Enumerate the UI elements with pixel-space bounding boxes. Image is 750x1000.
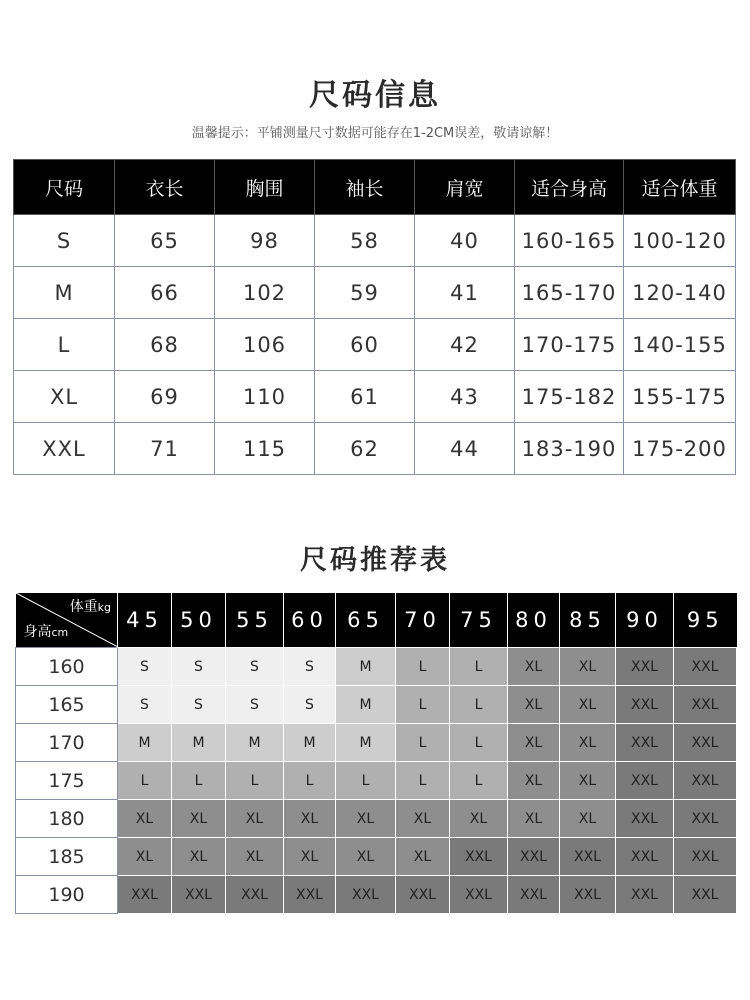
recommend-size-cell: XL	[226, 838, 284, 876]
recommend-size-cell: L	[336, 762, 396, 800]
recommend-title: 尺码推荐表	[300, 545, 450, 576]
size-header-cell: 袖长	[315, 160, 415, 215]
recommend-size-cell: M	[226, 724, 284, 762]
recommend-size-cell: L	[396, 724, 450, 762]
recommend-size-cell: S	[226, 648, 284, 686]
recommend-size-cell: L	[172, 762, 226, 800]
recommend-size-cell: XXL	[172, 876, 226, 914]
recommend-size-cell: XL	[508, 762, 560, 800]
weight-header-cell: 85	[560, 593, 616, 648]
size-cell: 59	[315, 267, 415, 319]
recommend-size-cell: S	[118, 686, 172, 724]
recommend-size-cell: XXL	[616, 800, 674, 838]
size-cell: 98	[215, 215, 315, 267]
height-cell: 185	[16, 838, 118, 876]
recommend-size-cell: XXL	[396, 876, 450, 914]
recommend-row	[16, 876, 737, 914]
recommend-size-cell: L	[450, 762, 508, 800]
height-cell: 160	[16, 648, 118, 686]
recommend-size-cell: XXL	[616, 762, 674, 800]
weight-header-cell: 65	[336, 593, 396, 648]
recommend-row	[16, 686, 737, 724]
size-row	[14, 319, 736, 371]
recommend-size-cell: L	[118, 762, 172, 800]
size-cell: 58	[315, 215, 415, 267]
height-cell: 165	[16, 686, 118, 724]
recommend-size-cell: XL	[508, 648, 560, 686]
recommend-size-cell: XXL	[674, 686, 737, 724]
recommend-size-cell: S	[284, 648, 336, 686]
recommend-size-cell: XL	[560, 724, 616, 762]
size-cell: 68	[115, 319, 215, 371]
size-header-cell: 适合身高	[515, 160, 624, 215]
recommend-size-cell: L	[450, 686, 508, 724]
recommend-size-cell: XL	[336, 800, 396, 838]
recommend-size-cell: XL	[560, 800, 616, 838]
recommend-size-cell: XXL	[508, 838, 560, 876]
weight-header-cell: 50	[172, 593, 226, 648]
size-cell: 165-170	[515, 267, 624, 319]
size-cell: XXL	[14, 423, 115, 475]
recommend-size-cell: XL	[118, 800, 172, 838]
size-row	[14, 371, 736, 423]
size-header-cell: 胸围	[215, 160, 315, 215]
recommend-size-cell: XL	[284, 800, 336, 838]
recommend-size-cell: XXL	[450, 838, 508, 876]
corner-weight-label: 体重kg	[69, 599, 111, 615]
size-cell: 42	[415, 319, 515, 371]
recommend-row	[16, 838, 737, 876]
measurement-tip: 温馨提示：平铺测量尺寸数据可能存在1-2CM误差，敬请谅解！	[191, 126, 559, 141]
recommend-size-cell: XXL	[616, 686, 674, 724]
size-cell: 40	[415, 215, 515, 267]
recommend-size-cell: XXL	[118, 876, 172, 914]
recommend-size-cell: L	[396, 648, 450, 686]
height-cell: 180	[16, 800, 118, 838]
recommend-size-cell: XL	[508, 800, 560, 838]
recommend-size-cell: S	[172, 648, 226, 686]
recommend-size-cell: XL	[172, 838, 226, 876]
size-cell: XL	[14, 371, 115, 423]
recommend-size-cell: XXL	[560, 838, 616, 876]
recommend-size-cell: XXL	[560, 876, 616, 914]
size-cell: 66	[115, 267, 215, 319]
size-cell: 102	[215, 267, 315, 319]
recommend-size-cell: S	[118, 648, 172, 686]
size-cell: 61	[315, 371, 415, 423]
weight-header-cell: 75	[450, 593, 508, 648]
size-cell: 60	[315, 319, 415, 371]
recommend-size-cell: XL	[336, 838, 396, 876]
recommend-size-cell: XL	[560, 762, 616, 800]
height-cell: 170	[16, 724, 118, 762]
recommend-size-cell: XL	[396, 800, 450, 838]
recommend-size-cell: M	[336, 724, 396, 762]
recommend-row	[16, 724, 737, 762]
size-cell: 120-140	[624, 267, 736, 319]
height-cell: 175	[16, 762, 118, 800]
recommend-size-cell: XXL	[616, 876, 674, 914]
corner-header-cell	[16, 593, 118, 648]
recommend-size-cell: XXL	[674, 648, 737, 686]
recommend-size-cell: XXL	[674, 876, 737, 914]
corner-height-label: 身高cm	[23, 624, 69, 640]
recommend-size-cell: XXL	[616, 838, 674, 876]
recommend-size-cell: XL	[560, 648, 616, 686]
weight-header-cell: 80	[508, 593, 560, 648]
weight-header-cell: 90	[616, 593, 674, 648]
size-cell: M	[14, 267, 115, 319]
recommend-size-cell: M	[118, 724, 172, 762]
recommend-size-cell: S	[226, 686, 284, 724]
size-cell: S	[14, 215, 115, 267]
size-header-cell: 肩宽	[415, 160, 515, 215]
recommend-size-cell: L	[226, 762, 284, 800]
recommend-size-cell: S	[172, 686, 226, 724]
size-cell: 106	[215, 319, 315, 371]
size-header-cell: 衣长	[115, 160, 215, 215]
size-cell: 69	[115, 371, 215, 423]
recommend-size-cell: M	[284, 724, 336, 762]
recommend-size-cell: XL	[226, 800, 284, 838]
size-cell: 71	[115, 423, 215, 475]
recommend-size-cell: S	[284, 686, 336, 724]
size-cell: 100-120	[624, 215, 736, 267]
recommend-size-cell: L	[396, 762, 450, 800]
size-cell: 160-165	[515, 215, 624, 267]
size-cell: 183-190	[515, 423, 624, 475]
recommend-size-cell: XL	[172, 800, 226, 838]
weight-header-cell: 70	[396, 593, 450, 648]
recommend-size-cell: XL	[560, 686, 616, 724]
size-cell: 65	[115, 215, 215, 267]
recommend-header-row	[16, 593, 737, 648]
size-info-title: 尺码信息	[309, 78, 441, 113]
weight-header-cell: 60	[284, 593, 336, 648]
size-cell: L	[14, 319, 115, 371]
recommend-size-cell: XXL	[674, 762, 737, 800]
recommend-size-cell: XXL	[336, 876, 396, 914]
recommend-row	[16, 800, 737, 838]
size-cell: 41	[415, 267, 515, 319]
recommend-size-cell: XXL	[616, 724, 674, 762]
recommend-size-cell: XXL	[450, 876, 508, 914]
recommend-size-cell: XXL	[674, 800, 737, 838]
recommend-size-cell: L	[450, 724, 508, 762]
size-cell: 175-182	[515, 371, 624, 423]
size-info-header-row	[14, 160, 736, 215]
recommend-size-cell: XL	[118, 838, 172, 876]
recommend-size-cell: XXL	[226, 876, 284, 914]
size-cell: 62	[315, 423, 415, 475]
recommend-size-cell: XL	[508, 686, 560, 724]
recommend-size-cell: XL	[396, 838, 450, 876]
size-cell: 44	[415, 423, 515, 475]
size-header-cell: 尺码	[14, 160, 115, 215]
size-header-cell: 适合体重	[624, 160, 736, 215]
recommend-size-cell: XL	[450, 800, 508, 838]
recommend-size-cell: XL	[284, 838, 336, 876]
size-cell: 140-155	[624, 319, 736, 371]
recommend-size-cell: L	[284, 762, 336, 800]
height-cell: 190	[16, 876, 118, 914]
recommend-row	[16, 762, 737, 800]
recommend-size-cell: XXL	[284, 876, 336, 914]
size-cell: 115	[215, 423, 315, 475]
weight-header-cell: 95	[674, 593, 737, 648]
size-cell: 175-200	[624, 423, 736, 475]
weight-header-cell: 45	[118, 593, 172, 648]
size-info-table	[13, 159, 736, 475]
size-row	[14, 423, 736, 475]
recommend-size-cell: L	[450, 648, 508, 686]
recommend-size-cell: XXL	[616, 648, 674, 686]
recommend-size-cell: M	[336, 686, 396, 724]
size-recommend-table	[15, 593, 737, 914]
recommend-size-cell: M	[336, 648, 396, 686]
recommend-size-cell: M	[172, 724, 226, 762]
recommend-size-cell: XXL	[508, 876, 560, 914]
size-cell: 43	[415, 371, 515, 423]
size-cell: 170-175	[515, 319, 624, 371]
recommend-size-cell: XXL	[674, 838, 737, 876]
recommend-row	[16, 648, 737, 686]
recommend-size-cell: XXL	[674, 724, 737, 762]
recommend-size-cell: L	[396, 686, 450, 724]
recommend-size-cell: XL	[508, 724, 560, 762]
size-row	[14, 215, 736, 267]
size-cell: 155-175	[624, 371, 736, 423]
size-row	[14, 267, 736, 319]
size-cell: 110	[215, 371, 315, 423]
weight-header-cell: 55	[226, 593, 284, 648]
